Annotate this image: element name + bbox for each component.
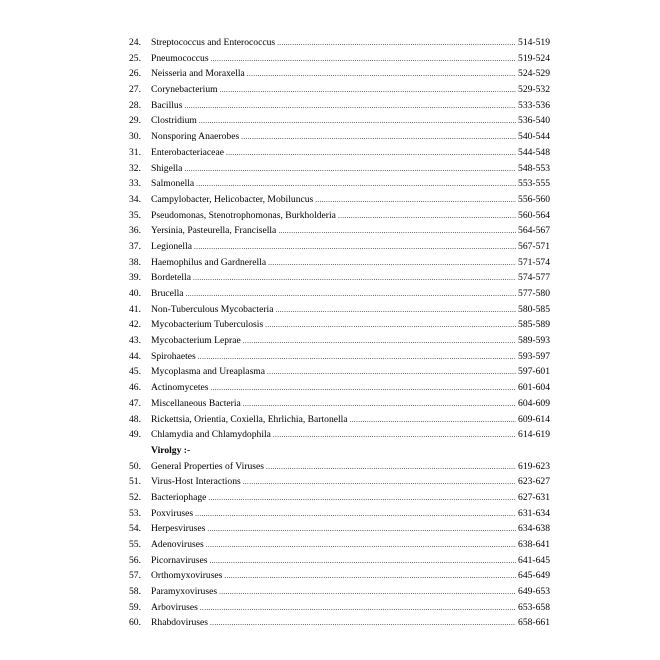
entry-pages: 580-585 <box>518 303 550 315</box>
toc-entry <box>129 568 550 584</box>
entry-title: Picornaviruses <box>151 554 208 566</box>
dot-leader <box>265 317 516 334</box>
dot-leader <box>220 82 516 99</box>
toc-entry <box>129 615 550 631</box>
entry-pages: 553-555 <box>518 178 550 190</box>
entry-number: 59. <box>129 601 141 613</box>
dot-leader <box>195 506 516 523</box>
toc-entry <box>129 255 550 271</box>
entry-title: Enterobacteriaceae <box>151 146 224 158</box>
entry-pages: 631-634 <box>518 507 550 519</box>
entry-pages: 574-577 <box>518 272 550 284</box>
entry-number: 40. <box>129 288 141 299</box>
dot-leader <box>210 615 516 632</box>
entry-title: Actinomycetes <box>151 382 209 394</box>
bacteriology-entries <box>129 35 550 443</box>
entry-pages: 529-532 <box>518 84 550 96</box>
entry-pages: 638-641 <box>518 539 550 550</box>
entry-number: 60. <box>129 617 141 629</box>
entry-title: Chlamydia and Chlamydophila <box>151 429 271 441</box>
entry-pages: 609-614 <box>518 413 550 425</box>
dot-leader <box>275 302 516 319</box>
entry-title: Orthomyxoviruses <box>151 570 223 582</box>
toc-entry <box>129 553 550 569</box>
toc-entry <box>129 364 550 380</box>
entry-pages: 645-649 <box>518 570 550 582</box>
entry-pages: 560-564 <box>518 209 550 221</box>
entry-number: 34. <box>129 193 141 205</box>
toc-entry <box>129 412 550 428</box>
entry-pages: 649-653 <box>518 586 550 598</box>
toc-entry <box>129 490 550 506</box>
entry-title: Salmonella <box>151 178 195 190</box>
entry-number: 38. <box>129 256 141 268</box>
entry-number: 45. <box>129 366 141 378</box>
entry-title: Bacteriophage <box>151 491 207 503</box>
entry-number: 33. <box>129 178 141 190</box>
toc-entry <box>129 600 550 616</box>
dot-leader <box>273 427 516 444</box>
dot-leader <box>315 192 516 209</box>
dot-leader <box>193 270 516 287</box>
entry-pages: 604-609 <box>518 397 550 409</box>
entry-number: 44. <box>129 350 141 362</box>
entry-number: 26. <box>129 68 141 80</box>
dot-leader <box>243 474 516 491</box>
dot-leader <box>350 412 516 429</box>
section-heading: Virolgy :- <box>151 444 191 456</box>
toc-entry <box>129 286 550 302</box>
toc-entry <box>129 302 550 318</box>
toc-entry <box>129 459 550 475</box>
dot-leader <box>206 537 516 554</box>
entry-number: 50. <box>129 460 141 472</box>
entry-pages: 548-553 <box>518 162 550 174</box>
entry-number: 53. <box>129 507 141 519</box>
entry-pages: 614-619 <box>518 429 550 441</box>
entry-pages: 567-571 <box>518 240 550 252</box>
toc-entry <box>129 98 550 114</box>
dot-leader <box>199 113 516 130</box>
entry-title: Herpesviruses <box>151 523 206 535</box>
entry-title: Bacillus <box>151 99 183 111</box>
entry-pages: 593-597 <box>518 350 550 362</box>
dot-leader <box>277 35 516 52</box>
toc-entry <box>129 333 550 349</box>
toc-entry <box>129 537 550 553</box>
entry-title: Brucella <box>151 288 184 299</box>
entry-title: Mycobacterium Tuberculosis <box>151 319 264 331</box>
toc-entry <box>129 349 550 365</box>
entry-number: 24. <box>129 37 141 48</box>
dot-leader <box>198 349 516 366</box>
entry-title: Rickettsia, Orientia, Coxiella, Ehrlichia, Bartonella <box>151 413 348 425</box>
entry-pages: 533-536 <box>518 99 550 111</box>
dot-leader <box>207 521 516 538</box>
entry-pages: 627-631 <box>518 491 550 503</box>
toc-entry <box>129 223 550 239</box>
entry-number: 46. <box>129 382 141 394</box>
dot-leader <box>194 239 516 256</box>
virology-entries <box>129 459 550 632</box>
entry-title: Pneumococcus <box>151 52 209 64</box>
toc-entry <box>129 208 550 224</box>
entry-title: Pseudomonas, Stenotrophomonas, Burkholderia <box>151 209 336 221</box>
dot-leader <box>224 568 516 585</box>
entry-title: Poxviruses <box>151 507 194 519</box>
dot-leader <box>243 333 516 350</box>
entry-pages: 658-661 <box>518 617 550 629</box>
toc-entry <box>129 66 550 82</box>
entry-number: 41. <box>129 303 141 315</box>
dot-leader <box>211 380 516 397</box>
toc-entry <box>129 380 550 396</box>
entry-number: 31. <box>129 146 141 158</box>
entry-title: Arboviruses <box>151 601 198 613</box>
entry-pages: 623-627 <box>518 476 550 488</box>
toc-entry <box>129 192 550 208</box>
entry-title: Streptococcus and Enterococcus <box>151 37 276 48</box>
entry-pages: 536-540 <box>518 115 550 127</box>
entry-number: 55. <box>129 539 141 550</box>
dot-leader <box>243 396 516 413</box>
dot-leader <box>267 364 516 381</box>
entry-number: 57. <box>129 570 141 582</box>
toc-entry <box>129 113 550 129</box>
table-of-contents <box>129 35 550 631</box>
entry-number: 51. <box>129 476 141 488</box>
entry-title: Clostridium <box>151 115 197 127</box>
dot-leader <box>247 66 516 83</box>
entry-title: Virus-Host Interactions <box>151 476 241 488</box>
entry-number: 27. <box>129 84 141 96</box>
toc-entry <box>129 317 550 333</box>
toc-entry <box>129 176 550 192</box>
dot-leader <box>210 553 517 570</box>
entry-pages: 634-638 <box>518 523 550 535</box>
toc-entry <box>129 82 550 98</box>
entry-title: Legionella <box>151 240 193 252</box>
entry-title: General Properties of Viruses <box>151 460 265 472</box>
toc-entry <box>129 161 550 177</box>
toc-entry <box>129 145 550 161</box>
entry-title: Campylobacter, Helicobacter, Mobiluncus <box>151 193 314 205</box>
entry-title: Miscellaneous Bacteria <box>151 397 241 409</box>
toc-entry <box>129 270 550 286</box>
dot-leader <box>200 600 516 617</box>
entry-title: Mycobacterium Leprae <box>151 335 241 347</box>
entry-title: Nonsporing Anaerobes <box>151 131 240 143</box>
toc-entry <box>129 51 550 67</box>
entry-title: Mycoplasma and Ureaplasma <box>151 366 266 378</box>
entry-title: Corynebacterium <box>151 84 218 96</box>
entry-pages: 540-544 <box>518 131 550 143</box>
entry-number: 39. <box>129 272 141 284</box>
entry-pages: 589-593 <box>518 335 550 347</box>
dot-leader <box>219 584 516 601</box>
entry-number: 43. <box>129 335 141 347</box>
dot-leader <box>241 129 516 146</box>
entry-number: 52. <box>129 491 141 503</box>
entry-number: 42. <box>129 319 141 331</box>
section-heading-row <box>129 443 550 459</box>
entry-number: 37. <box>129 240 141 252</box>
entry-number: 47. <box>129 397 141 409</box>
toc-entry <box>129 35 550 51</box>
toc-entry <box>129 427 550 443</box>
dot-leader <box>278 223 516 240</box>
entry-title: Neisseria and Moraxella <box>151 68 245 80</box>
entry-title: Yersinia, Pasteurella, Francisella <box>151 225 277 237</box>
entry-number: 58. <box>129 586 141 598</box>
toc-entry <box>129 506 550 522</box>
entry-title: Bordetella <box>151 272 191 284</box>
entry-title: Spirohaetes <box>151 350 196 362</box>
toc-entry <box>129 129 550 145</box>
entry-pages: 601-604 <box>518 382 550 394</box>
entry-number: 35. <box>129 209 141 221</box>
entry-number: 25. <box>129 52 141 64</box>
entry-number: 54. <box>129 523 141 535</box>
entry-pages: 597-601 <box>518 366 550 378</box>
entry-number: 36. <box>129 225 141 237</box>
entry-pages: 519-524 <box>518 52 550 64</box>
toc-entry <box>129 584 550 600</box>
toc-entry <box>129 239 550 255</box>
dot-leader <box>208 490 516 507</box>
entry-pages: 564-567 <box>518 225 550 237</box>
entry-pages: 641-645 <box>518 554 550 566</box>
entry-title: Non-Tuberculous Mycobacteria <box>151 303 274 315</box>
entry-pages: 514-519 <box>518 37 550 48</box>
entry-number: 29. <box>129 115 141 127</box>
entry-title: Haemophilus and Gardnerella <box>151 256 267 268</box>
entry-pages: 556-560 <box>518 193 550 205</box>
dot-leader <box>184 161 516 178</box>
entry-number: 56. <box>129 554 141 566</box>
dot-leader <box>226 145 516 162</box>
entry-number: 30. <box>129 131 141 143</box>
dot-leader <box>268 255 516 272</box>
dot-leader <box>338 208 516 225</box>
dot-leader <box>211 51 516 68</box>
entry-pages: 577-580 <box>518 288 550 299</box>
entry-title: Shigella <box>151 162 183 174</box>
entry-title: Rhabdoviruses <box>151 617 209 629</box>
entry-pages: 571-574 <box>518 256 550 268</box>
dot-leader <box>266 459 516 476</box>
dot-leader <box>196 176 516 193</box>
entry-pages: 524-529 <box>518 68 550 80</box>
entry-pages: 544-548 <box>518 146 550 158</box>
entry-title: Adenoviruses <box>151 539 204 550</box>
entry-number: 28. <box>129 99 141 111</box>
toc-entry <box>129 521 550 537</box>
entry-number: 32. <box>129 162 141 174</box>
entry-pages: 585-589 <box>518 319 550 331</box>
toc-entry <box>129 474 550 490</box>
entry-pages: 653-658 <box>518 601 550 613</box>
entry-pages: 619-623 <box>518 460 550 472</box>
entry-number: 48. <box>129 413 141 425</box>
dot-leader <box>186 286 517 303</box>
entry-number: 49. <box>129 429 141 441</box>
toc-entry <box>129 396 550 412</box>
dot-leader <box>184 98 516 115</box>
entry-title: Paramyxoviruses <box>151 586 218 598</box>
